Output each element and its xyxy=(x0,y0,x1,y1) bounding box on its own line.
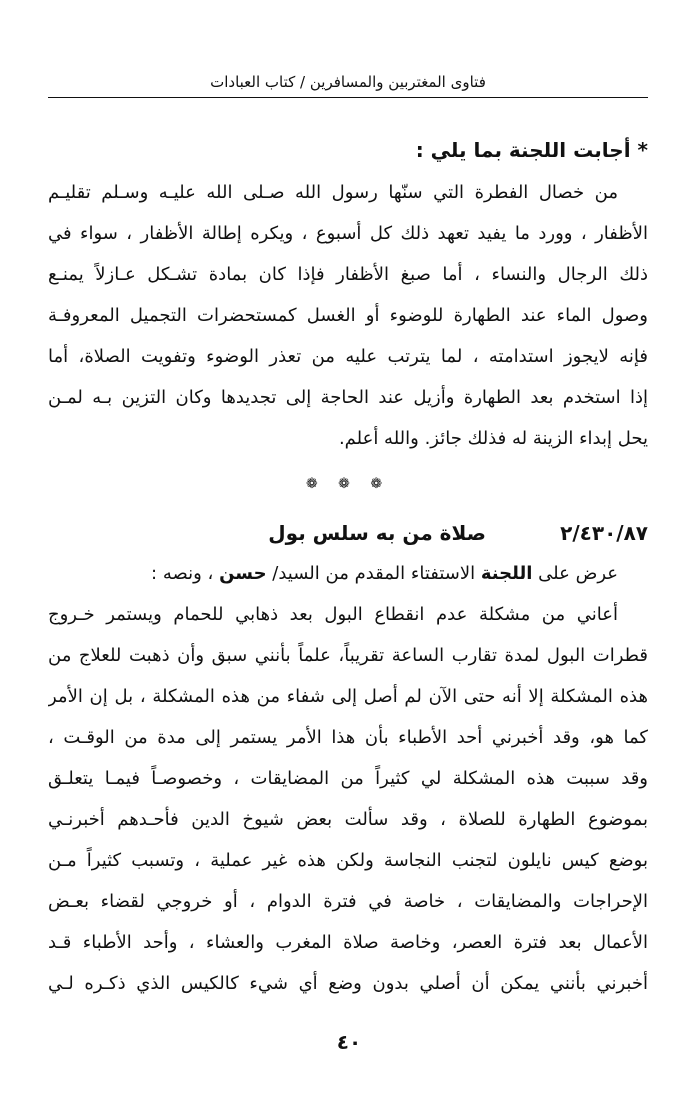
page-body xyxy=(48,128,648,1004)
running-header: فتاوى المغتربين والمسافرين / كتاب العبادات xyxy=(48,72,648,98)
answer-line: من خصال الفطرة التي سنّها رسول الله صـلى الله عليـه وسـلم تقليـم xyxy=(48,182,618,203)
question-line: وقد سببت هذه المشكلة لي كثيراً من المضايقات ، وخصوصـاً فيمـا يتعلـق xyxy=(48,768,648,789)
question-line: بموضوع الطهارة للصلاة ، وقد سألت بعض شيوخ الدين فأحـدهم أخبرنـي xyxy=(48,809,648,830)
question-paragraph xyxy=(48,594,648,1004)
fatwa-number: ٢/٤٣٠/٨٧ xyxy=(560,521,648,545)
answer-heading: * أجابت اللجنة بما يلي : xyxy=(415,138,648,162)
question-line: الأعمال بعد فترة العصر، وخاصة صلاة المغرب والعشاء ، وأحد الأطباء قـد xyxy=(48,932,648,953)
intro-committee: اللجنة xyxy=(480,563,533,584)
answer-line: إذا استخدم بعد الطهارة وأزيل عند الحاجة إلى تجديدها وكان التزين بـه لمـن xyxy=(48,387,648,408)
fatwa-title-row xyxy=(48,513,648,553)
fatwa-title: صلاة من به سلس بول xyxy=(268,521,486,545)
question-line: قطرات البول لمدة تقارب الساعة تقريباً، علماً بأنني سبق وأن ذهبت للعلاج من xyxy=(48,645,648,666)
question-line: هذه المشكلة إلا أنه حتى الآن لم أصل إلى شفاء من هذه المشكلة ، بل إن الأمر xyxy=(48,686,648,707)
question-line: بوضع كيس نايلون لتجنب النجاسة ولكن هذه غير عملية ، وتسبب كثيراً مـن xyxy=(48,850,648,871)
page-number: ٤٠ xyxy=(336,1030,362,1054)
question-line: أعاني من مشكلة عدم انقطاع البول بعد ذهابي للحمام ويستمر خـروج xyxy=(48,604,618,625)
answer-paragraph xyxy=(48,172,648,459)
answer-line: فإنه لايجوز استدامته ، لما يترتب عليه من تعذر الوضوء وتفويت الصلاة، أما xyxy=(48,346,648,367)
intro-text: الاستفتاء المقدم من السيد/ xyxy=(272,563,476,584)
intro-text: ، ونصه : xyxy=(151,563,214,584)
answer-line: وصول الماء عند الطهارة للوضوء أو الغسل كمستحضرات التجميل المعروفـة xyxy=(48,305,648,326)
answer-line: ذلك الرجال والنساء ، أما صبغ الأظفار فإذا كان بمادة تشـكل عـازلاً يمنـع xyxy=(48,264,648,285)
intro-name: حسن xyxy=(219,563,267,584)
question-line: الإحراجات والمضايقات ، خاصة في فترة الدوام ، أو خروجي لقضاء بعـض xyxy=(48,891,648,912)
section-separator: ❁ ❁ ❁ xyxy=(305,476,391,492)
answer-line: الأظفار ، وورد ما يفيد تعهد ذلك كل أسبوع ، ويكره إطالة الأظفار ، سواء في xyxy=(48,223,648,244)
answer-line: يحل إبداء الزينة له فذلك جائز. والله أعلم. xyxy=(338,428,648,449)
question-line: كما هو، وقد أخبرني أحد الأطباء بأن هذا الأمر يستمر إلى مدة من الوقـت ، xyxy=(48,727,648,748)
intro-text: عرض على xyxy=(538,563,618,584)
fatwa-intro xyxy=(48,553,648,594)
question-line: أخبرني بأنني يمكن أن أصلي بدون وضع أي شيء كالكيس الذي ذكـره لـي xyxy=(48,973,648,994)
